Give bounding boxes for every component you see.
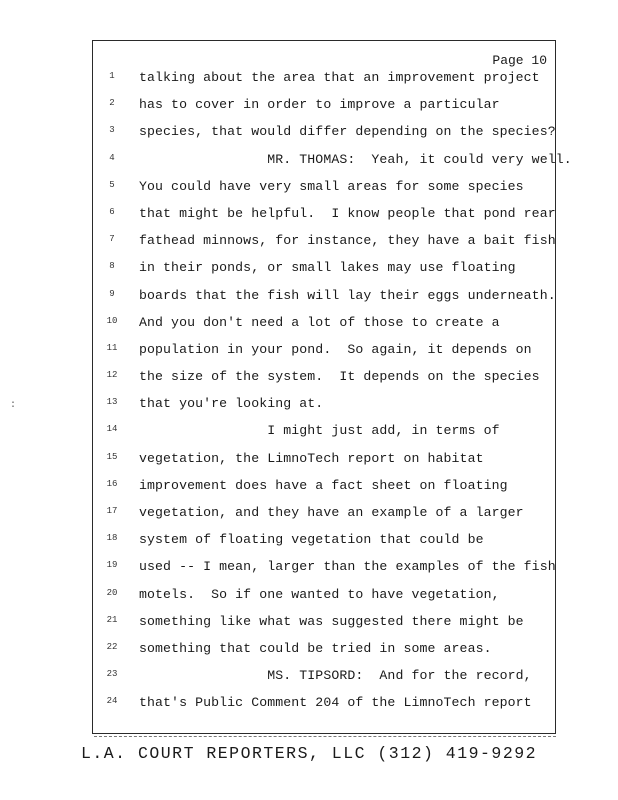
line-text: system of floating vegetation that could be bbox=[139, 532, 484, 548]
transcript-line bbox=[93, 122, 555, 149]
transcript-line bbox=[93, 177, 555, 204]
line-number: 23 bbox=[106, 669, 118, 680]
line-text: improvement does have a fact sheet on floating bbox=[139, 477, 508, 493]
transcript-line bbox=[93, 68, 555, 95]
line-number: 10 bbox=[106, 315, 118, 326]
transcript-line bbox=[93, 313, 555, 340]
transcript-page bbox=[92, 40, 572, 734]
line-number: 18 bbox=[106, 533, 118, 544]
transcript-line bbox=[93, 612, 555, 639]
line-number: 24 bbox=[106, 696, 118, 707]
transcript-line bbox=[93, 421, 555, 448]
line-text: I might just add, in terms of bbox=[139, 423, 500, 439]
line-number: 16 bbox=[106, 478, 118, 489]
line-text: something that could be tried in some areas. bbox=[139, 640, 492, 656]
line-number: 11 bbox=[106, 342, 118, 353]
transcript-line bbox=[93, 503, 555, 530]
line-number: 17 bbox=[106, 506, 118, 516]
line-text: MR. THOMAS: Yeah, it could very well. bbox=[139, 151, 572, 167]
page-number: Page 10 bbox=[492, 53, 547, 68]
transcript-line bbox=[93, 204, 555, 231]
transcript-lines bbox=[93, 68, 572, 721]
line-number: 9 bbox=[109, 288, 115, 299]
transcript-line bbox=[93, 340, 555, 367]
transcript-line bbox=[93, 367, 555, 394]
line-text: fathead minnows, for instance, they have a bait fish bbox=[139, 233, 556, 249]
line-number: 3 bbox=[109, 125, 115, 136]
line-number: 8 bbox=[109, 261, 115, 272]
line-number: 22 bbox=[106, 641, 118, 652]
line-text: talking about the area that an improvement project bbox=[139, 70, 540, 85]
line-number: 4 bbox=[109, 152, 115, 163]
margin-mark: : bbox=[10, 400, 17, 411]
transcript-line bbox=[93, 639, 555, 666]
transcript-line bbox=[93, 95, 555, 122]
line-text: that you're looking at. bbox=[139, 396, 324, 412]
line-text: species, that would differ depending on the species? bbox=[139, 124, 556, 140]
transcript-line bbox=[93, 394, 555, 421]
transcript-line bbox=[93, 231, 555, 258]
line-text: boards that the fish will lay their eggs underneath. bbox=[139, 287, 556, 303]
transcript-line bbox=[93, 449, 555, 476]
transcript-line bbox=[93, 557, 555, 584]
page-bottom-rule bbox=[94, 736, 556, 737]
reporter-footer: L.A. COURT REPORTERS, LLC (312) 419-9292 bbox=[80, 744, 538, 763]
transcript-line bbox=[93, 150, 572, 177]
line-number: 7 bbox=[109, 234, 115, 245]
line-text: motels. So if one wanted to have vegetation, bbox=[139, 586, 500, 602]
transcript-line bbox=[93, 666, 555, 693]
line-text: that might be helpful. I know people that pond rear bbox=[139, 205, 556, 221]
line-number: 19 bbox=[106, 560, 118, 571]
transcript-line bbox=[93, 476, 555, 503]
line-text: the size of the system. It depends on the species bbox=[139, 369, 540, 385]
line-text: And you don't need a lot of those to create a bbox=[139, 314, 500, 330]
line-number: 12 bbox=[106, 370, 118, 381]
line-number: 15 bbox=[106, 451, 118, 462]
transcript-line bbox=[93, 286, 555, 313]
line-text: population in your pond. So again, it depends on bbox=[139, 341, 532, 357]
line-text: You could have very small areas for some species bbox=[139, 178, 524, 194]
line-number: 5 bbox=[109, 179, 115, 190]
line-number: 2 bbox=[109, 98, 115, 109]
line-number: 13 bbox=[106, 397, 118, 408]
line-text: used -- I mean, larger than the examples of the fish bbox=[139, 559, 556, 575]
line-text: has to cover in order to improve a particular bbox=[139, 97, 500, 113]
line-text: vegetation, and they have an example of a larger bbox=[139, 505, 524, 520]
line-number: 21 bbox=[106, 614, 118, 625]
line-text: MS. TIPSORD: And for the record, bbox=[139, 668, 532, 684]
transcript-line bbox=[93, 258, 555, 285]
line-number: 6 bbox=[109, 206, 115, 217]
transcript-line bbox=[93, 693, 555, 720]
line-number: 14 bbox=[106, 424, 118, 435]
line-text: vegetation, the LimnoTech report on habitat bbox=[139, 450, 484, 466]
line-text: in their ponds, or small lakes may use floating bbox=[139, 260, 516, 276]
line-text: something like what was suggested there might be bbox=[139, 613, 524, 629]
transcript-line bbox=[93, 585, 555, 612]
line-text: that's Public Comment 204 of the LimnoTech report bbox=[139, 695, 532, 711]
line-number: 1 bbox=[109, 71, 115, 81]
transcript-line bbox=[93, 530, 555, 557]
line-number: 20 bbox=[106, 587, 118, 598]
